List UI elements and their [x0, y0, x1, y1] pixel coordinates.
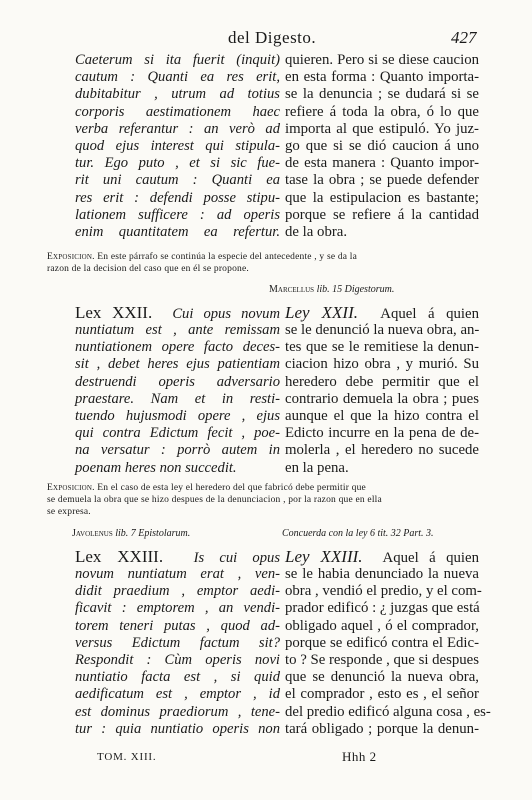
running-head: [0, 28, 532, 50]
spanish-line: se le denunció la nueva obra, an-: [285, 322, 480, 338]
law-heading-spanish: Ley XXIII.: [285, 547, 363, 566]
latin-line: dubitabitur , utrum ad totius: [75, 86, 280, 103]
latin-line: Respondit : Cùm operis novi: [75, 651, 280, 668]
spanish-line: porque se edificó contra el Edic-: [285, 634, 479, 651]
spanish-line: se le habia denunciado la nueva: [285, 566, 479, 582]
exposition-note-2: [47, 482, 487, 518]
latin-line: novum nuntiatum erat , ven-: [75, 566, 280, 582]
printer-signature: Hhh 2: [342, 749, 377, 764]
volume-number: TOM. XIII.: [97, 751, 157, 763]
spanish-line: se la denuncia ; se dudará si se: [285, 86, 479, 103]
latin-line: Caeterum si ita fuerit (inquit): [75, 52, 280, 68]
spanish-line: [285, 303, 479, 322]
spanish-line: to ? Se responde , que si despues: [285, 651, 479, 668]
spanish-line: tase la obra ; se puede defender: [285, 172, 479, 189]
latin-line: verba referantur : an verò ad: [75, 120, 280, 137]
spanish-line: en la pena.: [285, 459, 349, 476]
attribution-work: lib. 15 Digestorum.: [316, 284, 395, 295]
spanish-line: que se denunció la nueva obra,: [285, 669, 479, 686]
latin-line: tur : quia nuntiatio operis non: [75, 720, 280, 737]
latin-line: nuntiatum est , ante remissam: [75, 322, 280, 338]
latin-line: aedificatum est , emptor , id: [75, 686, 280, 703]
section-1-latin-column: [75, 52, 280, 241]
latin-line: corporis aestimationem haec: [75, 103, 280, 120]
attribution-author: Javolenus: [72, 528, 113, 539]
concordance-note: Concuerda con la ley 6 tit. 32 Part. 3.: [282, 528, 434, 539]
latin-line: cautum : Quanti ea res erit,: [75, 69, 280, 86]
attribution-author: Marcellus: [269, 284, 315, 295]
note-line: se expresa.: [47, 507, 91, 517]
spanish-line: tará obligado ; porque la denun-: [285, 720, 479, 737]
attribution-javolenus: [72, 528, 190, 539]
section-3-spanish-column: [285, 547, 491, 738]
section-1-spanish-column: [285, 52, 479, 241]
spanish-line: ciacion hizo obra , y murió. Su: [285, 356, 479, 373]
latin-line: est dominus praediorum , tene-: [75, 703, 280, 720]
latin-line: res erit : defendi posse stipu-: [75, 189, 280, 206]
note-line: [47, 251, 487, 263]
spanish-line: del predio edificó alguna cosa , es-: [285, 703, 491, 720]
spanish-line: en esta forma : Quanto importa-: [285, 69, 479, 86]
spanish-line: heredero debe permitir que el: [285, 373, 479, 390]
spanish-line: de esta manera : Quanto impor-: [285, 155, 479, 172]
latin-text: Is cui opus: [193, 550, 281, 566]
law-heading-latin: Lex XXII.: [75, 303, 153, 322]
latin-text: Cui opus novum: [172, 306, 280, 322]
latin-line: sit , debet heres ejus patientiam: [75, 356, 280, 373]
page-number: 427: [451, 28, 477, 47]
spanish-line: molerla , el heredero no sucede: [285, 442, 479, 459]
latin-line: destruendi operis adversario: [75, 373, 280, 390]
spanish-line: tes que se le remitiese la denun-: [285, 339, 479, 356]
spanish-text: Aquel á quien: [380, 306, 479, 322]
spanish-line: quieren. Pero si se diese caucion: [285, 52, 479, 68]
section-3-latin-column: [75, 547, 280, 738]
spanish-line: [285, 547, 479, 566]
note-label: Exposicion.: [47, 252, 95, 262]
law-heading-latin: Lex XXIII.: [75, 547, 164, 566]
exposition-note-1: [47, 251, 487, 275]
latin-line: praestare. Nam et in resti-: [75, 390, 280, 407]
latin-line: nuntiationem opere facto deces-: [75, 339, 280, 356]
latin-line: [75, 547, 280, 566]
latin-line: rit uni cautum : Quanti ea: [75, 172, 280, 189]
spanish-line: refiere á toda la obra, ó lo que: [285, 103, 479, 120]
latin-line: enim quantitatem ea refertur.: [75, 223, 280, 240]
spanish-line: prador edificó : ¿ juzgas que está: [285, 600, 480, 617]
spanish-line: obligado aquel , ó el comprador,: [285, 617, 479, 634]
spanish-line: el comprador , esto es , el señor: [285, 686, 479, 703]
attribution-marcellus: [269, 284, 394, 295]
spanish-line: de la obra.: [285, 223, 348, 240]
spanish-line: obra , vendió el predio, y el com-: [285, 583, 482, 600]
note-text: En este párrafo se continúa la especie del antecedente , y se da la: [97, 252, 358, 262]
note-label: Exposicion.: [47, 483, 95, 493]
spanish-line: Edicto incurre en la pena de de-: [285, 425, 479, 442]
latin-line: na versatur : porrò autem in: [75, 442, 280, 459]
latin-line: tur. Ego puto , et si sic fue-: [75, 155, 280, 172]
latin-line: lationem sufficere : ad operis: [75, 206, 280, 223]
spanish-line: importa al que estipuló. Yo juz-: [285, 120, 479, 137]
latin-line: poenam heres non succedit.: [75, 459, 237, 476]
spanish-line: contrario demuela la obra ; pues: [285, 390, 479, 407]
spanish-text: Aquel á quien: [382, 550, 479, 566]
latin-line: ficavit : emptorem , an vendi-: [75, 600, 280, 617]
latin-line: tuendo hujusmodi opere , ejus: [75, 407, 280, 424]
note-line: se demuela la obra que se hizo despues de la denunciacion , por la razon que en ella: [47, 495, 382, 505]
latin-line: torem teneri putas , quod ad-: [75, 617, 280, 634]
note-text: En el caso de esta ley el heredero del que fabricó debe permitir que: [97, 483, 366, 493]
spanish-line: go que si se dió caucion á uno: [285, 137, 479, 154]
latin-line: qui contra Edictum fecit , poe-: [75, 425, 280, 442]
latin-line: [75, 303, 280, 322]
running-title: del Digesto.: [228, 28, 317, 47]
latin-line: didit praedium , emptor aedi-: [75, 583, 280, 600]
note-line: razon de la decision del caso que en él se propone.: [47, 264, 249, 274]
attribution-work: lib. 7 Epistolarum.: [115, 528, 191, 539]
latin-line: versus Edictum factum sit?: [75, 634, 280, 651]
note-line: [47, 482, 487, 494]
law-heading-spanish: Ley XXII.: [285, 303, 358, 322]
spanish-line: que la estipulacion es bastante;: [285, 189, 479, 206]
latin-line: nuntiatio facta est , si quid: [75, 669, 280, 686]
latin-line: quod ejus interest qui stipula-: [75, 137, 280, 154]
section-2-spanish-column: [285, 303, 479, 477]
spanish-line: porque se refiere á la cantidad: [285, 206, 479, 223]
section-2-latin-column: [75, 303, 280, 477]
spanish-line: aunque el que la hizo contra el: [285, 407, 479, 424]
